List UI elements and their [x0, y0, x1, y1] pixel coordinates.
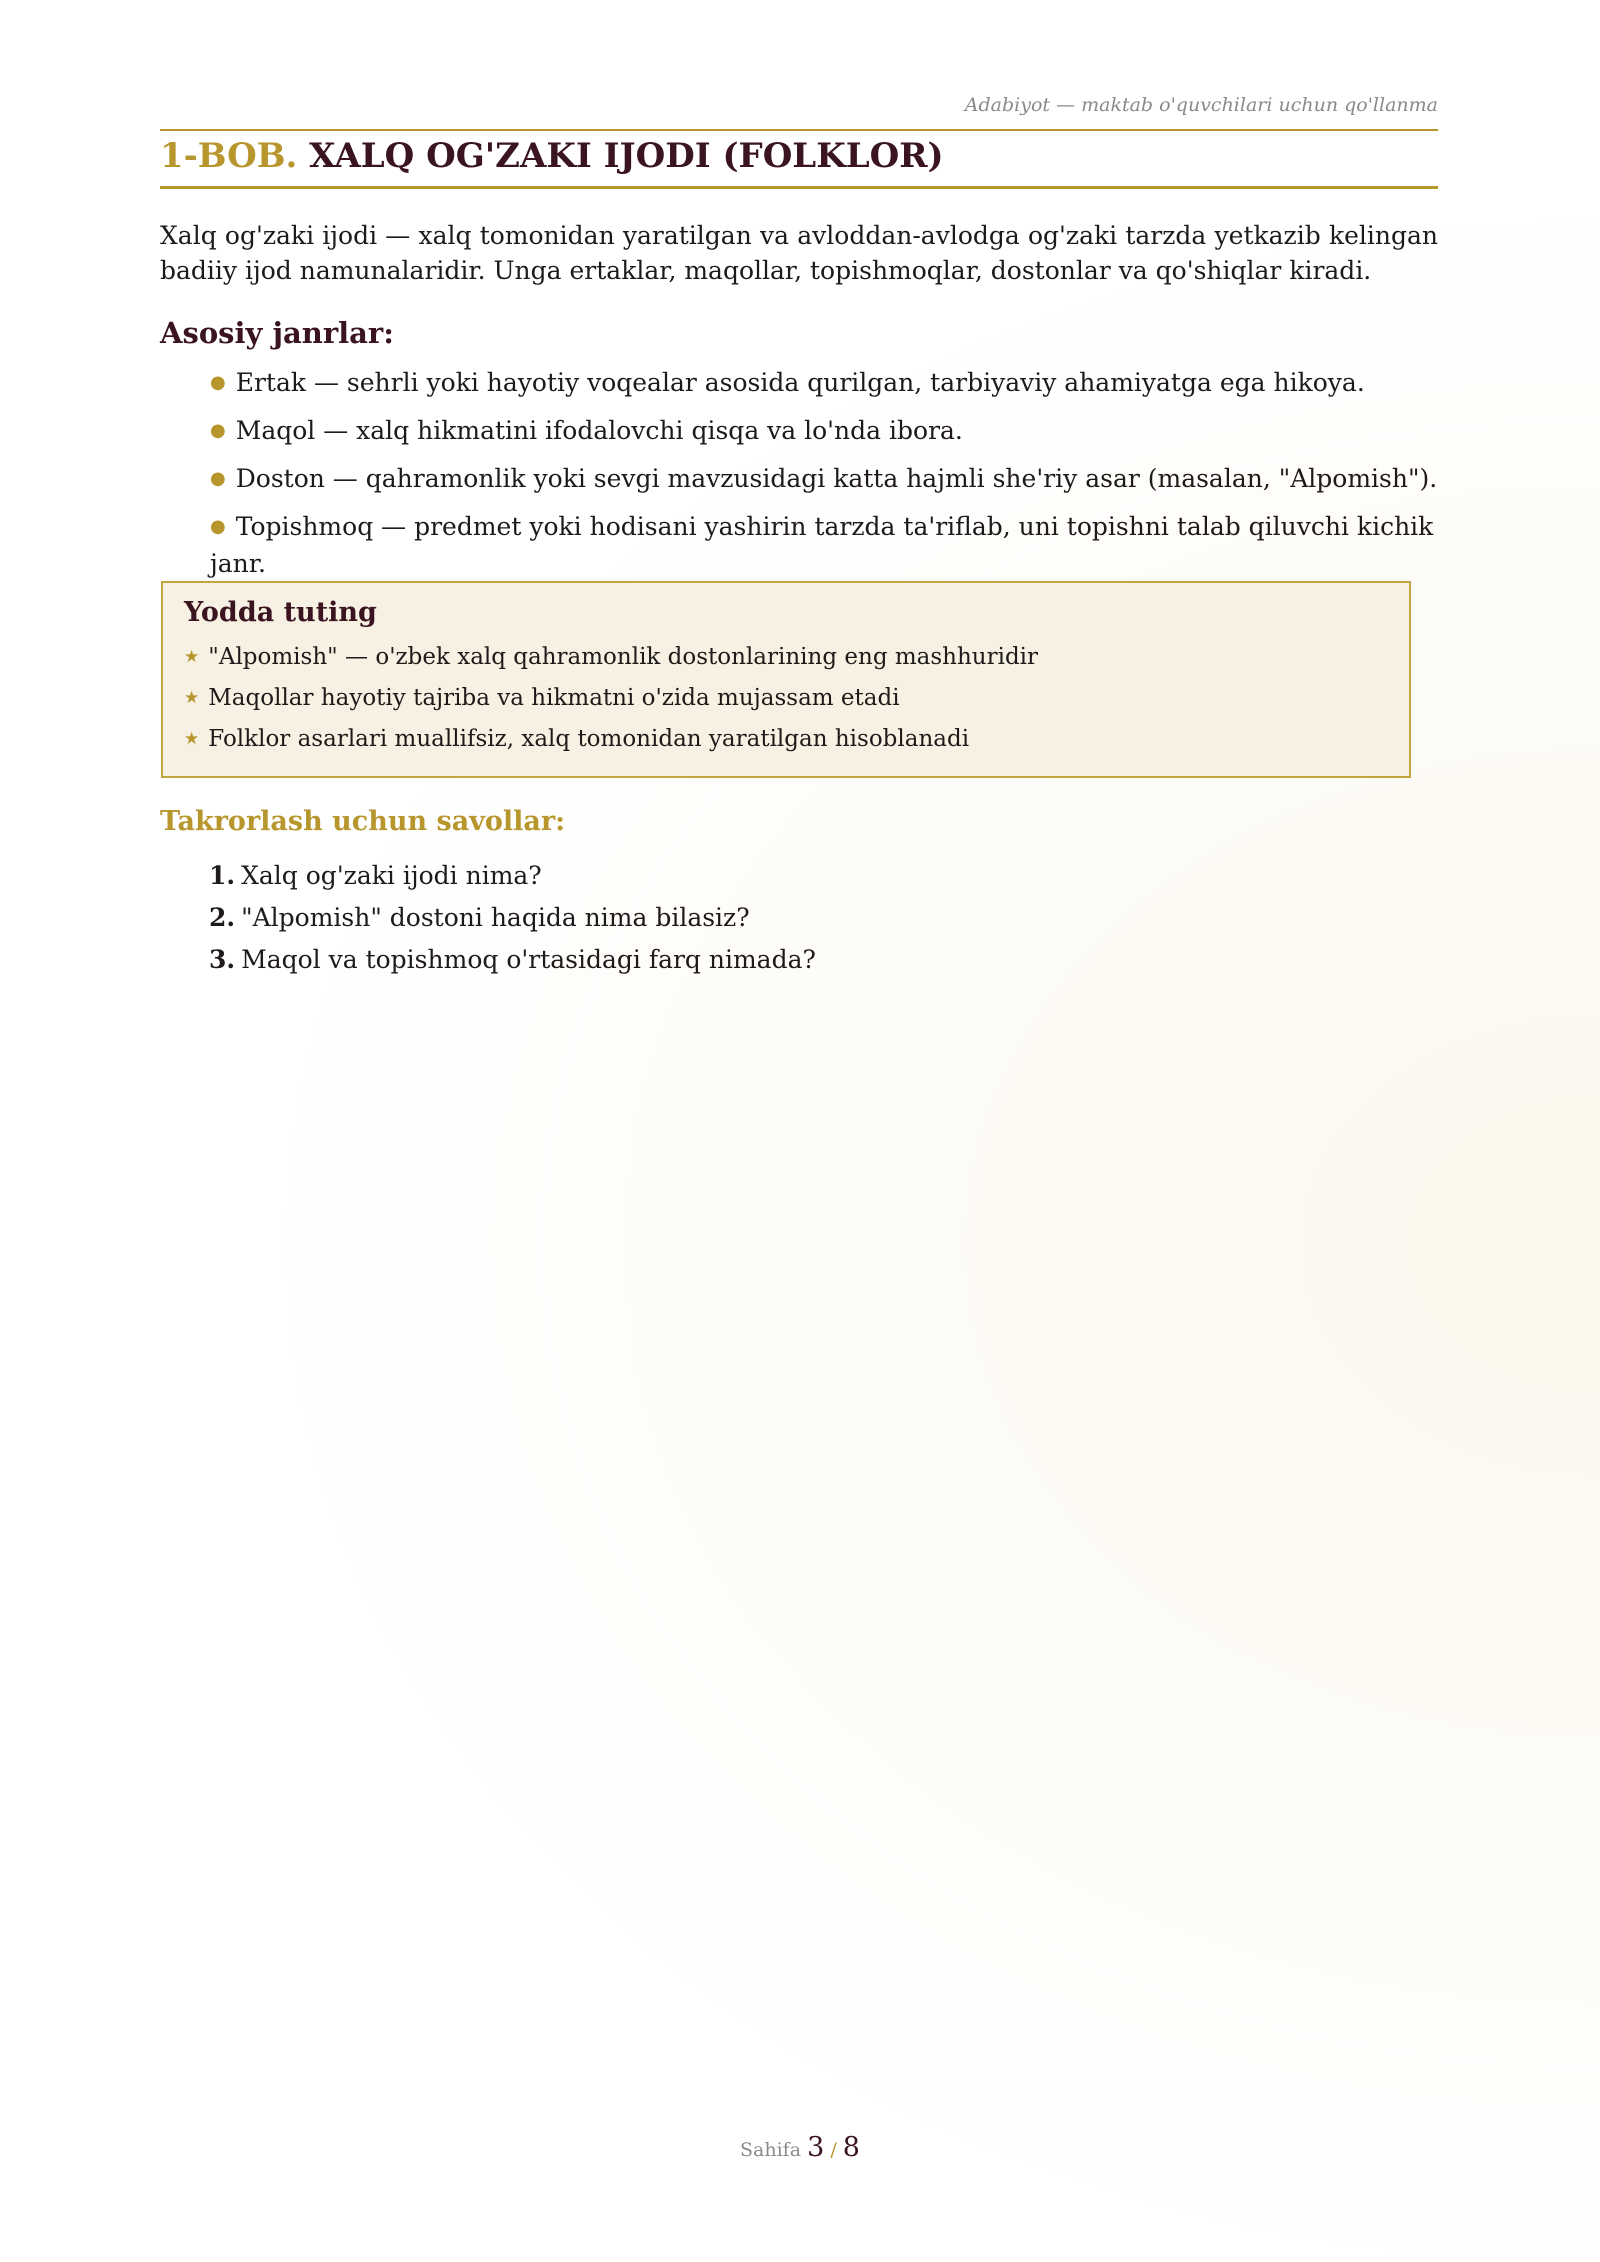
star-icon: ★	[184, 729, 200, 749]
list-item	[184, 720, 1388, 761]
list-item-text: "Alpomish" — o'zbek xalq qahramonlik dostonlarining eng mashhuridir	[208, 644, 1039, 670]
list-item	[210, 414, 1440, 451]
star-icon: ★	[184, 647, 200, 667]
list-item-text: Maqollar hayotiy tajriba va hikmatni o'zida mujassam etadi	[208, 685, 900, 711]
list-item	[209, 939, 816, 981]
star-icon: ★	[184, 688, 200, 708]
page-number: 3	[807, 2132, 825, 2163]
list-item	[209, 855, 816, 897]
list-item-text: Doston — qahramonlik yoki sevgi mavzusidagi katta hajmli she'riy asar (masalan, "Alpomish").	[235, 464, 1438, 493]
chapter-title	[160, 132, 1438, 189]
bullet-icon: ●	[210, 372, 226, 393]
list-item-text: Topishmoq — predmet yoki hodisani yashirin tarzda ta'riflab, uni topishni talab qiluvchi kichik janr.	[210, 512, 1434, 578]
list-item	[209, 897, 816, 939]
bullet-icon: ●	[210, 420, 226, 441]
genres-heading: Asosiy janrlar:	[160, 316, 394, 350]
list-item	[184, 638, 1388, 679]
note-title: Yodda tuting	[184, 597, 377, 628]
question-text: Xalq og'zaki ijodi nima?	[241, 861, 542, 890]
page-label: Sahifa	[740, 2139, 802, 2161]
intro-paragraph: Xalq og'zaki ijodi — xalq tomonidan yaratilgan va avloddan-avlodga og'zaki tarzda yetkazib kelingan badiiy ijod namunalaridir. Unga ertaklar, maqollar, topishmoqlar, dostonlar va qo'shiqlar kiradi.	[160, 221, 1438, 285]
note-box	[161, 581, 1411, 778]
bullet-icon: ●	[210, 516, 226, 537]
list-item-text: Maqol — xalq hikmatini ifodalovchi qisqa va lo'nda ibora.	[235, 416, 963, 445]
note-list	[184, 638, 1388, 761]
running-header: Adabiyot — maktab o'quvchilari uchun qo'llanma	[964, 94, 1438, 116]
list-item	[210, 366, 1440, 403]
list-item-text: Folklor asarlari muallifsiz, xalq tomonidan yaratilgan hisoblanadi	[208, 726, 970, 752]
question-number: 2.	[209, 903, 236, 932]
page-total: 8	[842, 2132, 860, 2163]
list-item	[210, 510, 1440, 581]
chapter-number: 1-BOB.	[160, 136, 298, 176]
review-heading: Takrorlash uchun savollar:	[160, 806, 566, 837]
bullet-icon: ●	[210, 468, 226, 489]
question-text: "Alpomish" dostoni haqida nima bilasiz?	[241, 903, 750, 932]
header-rule	[160, 129, 1438, 131]
question-number: 3.	[209, 945, 236, 974]
genre-list	[210, 366, 1440, 592]
question-list	[209, 855, 816, 981]
question-number: 1.	[209, 861, 236, 890]
chapter-title-text: XALQ OG'ZAKI IJODI (FOLKLOR)	[309, 136, 944, 176]
list-item	[184, 679, 1388, 720]
list-item-text: Ertak — sehrli yoki hayotiy voqealar asosida qurilgan, tarbiyaviy ahamiyatga ega hikoya.	[235, 368, 1365, 397]
page-footer	[0, 2132, 1600, 2163]
list-item	[210, 462, 1440, 499]
question-text: Maqol va topishmoq o'rtasidagi farq nimada?	[241, 945, 816, 974]
page-separator: /	[830, 2139, 837, 2161]
